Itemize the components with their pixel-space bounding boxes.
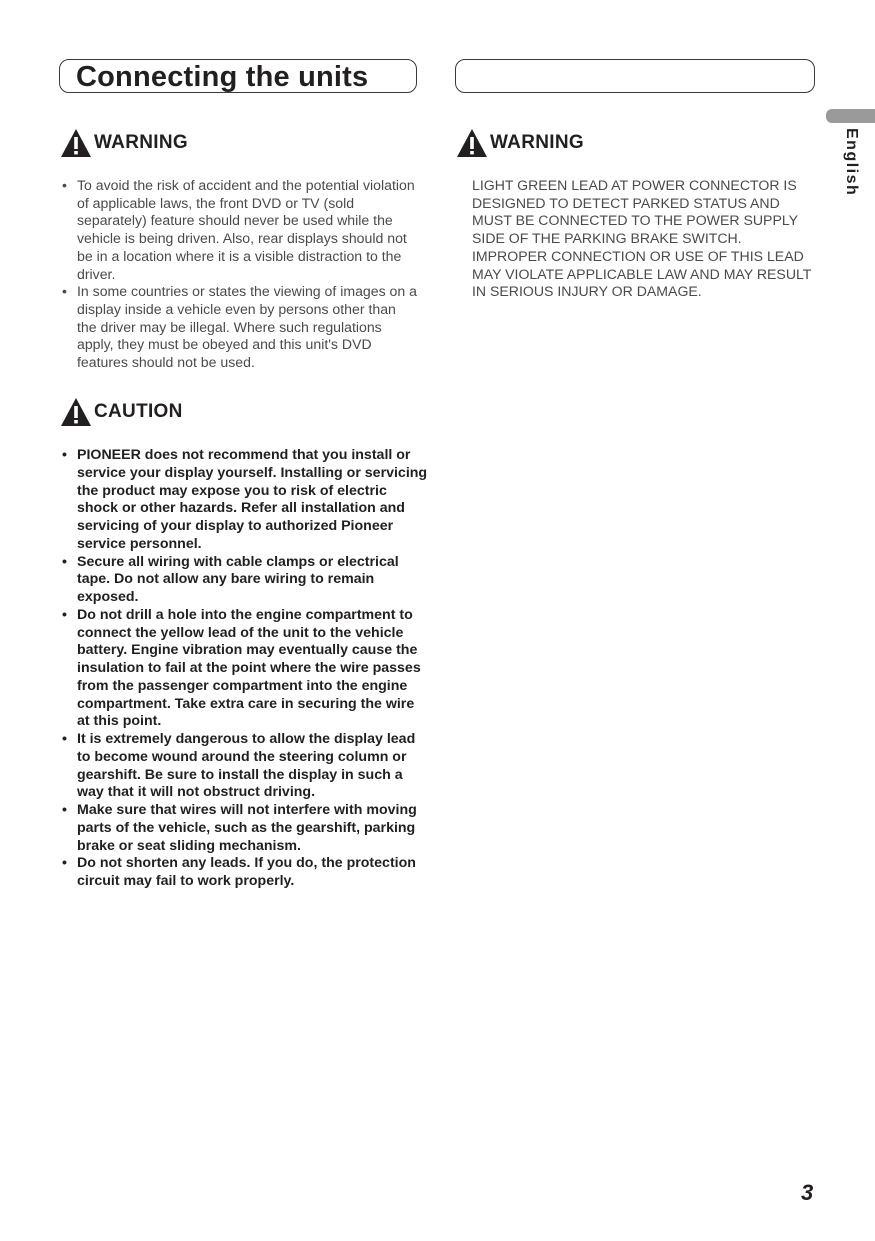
page-title: Connecting the units <box>76 61 369 93</box>
caution-heading-text: CAUTION <box>94 401 183 422</box>
list-item: • PIONEER does not recommend that you install or service your display yourself. Installing or servicing the product may expose you to risk of electric shock or other hazards. Refer all installation and servicing of your display to authorized Pioneer service personnel. <box>60 447 430 554</box>
list-item: • Do not shorten any leads. If you do, the protection circuit may fail to work properly. <box>60 855 430 891</box>
list-item: • To avoid the risk of accident and the potential violation of applicable laws, the front DVD or TV (sold separately) feature should never be used while the vehicle is being driven. Also, rear displays should not be in a location where it is a visible distraction to the driver. <box>60 177 418 283</box>
caution-heading <box>60 397 183 427</box>
list-item: • Do not drill a hole into the engine compartment to connect the yellow lead of the unit to the vehicle battery. Engine vibration may eventually cause the insulation to fail at the point where the wire passes from the passenger compartment into the engine compartment. Take extra care in securing the wire at this point. <box>60 607 430 731</box>
empty-title-box <box>455 59 815 93</box>
warning-heading-text: WARNING <box>490 132 584 153</box>
list-item: • Secure all wiring with cable clamps or electrical tape. Do not allow any bare wiring to remain exposed. <box>60 554 430 607</box>
section-title-box <box>59 59 417 93</box>
list-item: • It is extremely dangerous to allow the display lead to become wound around the steering column or gearshift. Be sure to install the display in such a way that it will not obstruct driving. <box>60 731 430 802</box>
list-item: • In some countries or states the viewing of images on a display inside a vehicle even by persons other than the driver may be illegal. Where such regulations apply, they must be obeyed and this unit's DVD features should not be used. <box>60 283 418 372</box>
warning-heading-text: WARNING <box>94 132 188 153</box>
warning-triangle-icon <box>60 128 92 158</box>
warning-heading-left <box>60 128 188 158</box>
caution-list <box>60 447 430 891</box>
warning-heading-right <box>456 128 584 158</box>
parking-lead-warning-text: LIGHT GREEN LEAD AT POWER CONNECTOR IS DESIGNED TO DETECT PARKED STATUS AND MUST BE CONNECTED TO THE POWER SUPPLY SIDE OF THE PARKING BRAKE SWITCH. IMPROPER CONNECTION OR USE OF THIS LEAD MAY VIOLATE APPLICABLE LAW AND MAY RESULT IN SERIOUS INJURY OR DAMAGE. <box>472 177 812 300</box>
page-number: 3 <box>801 1180 814 1205</box>
warning-triangle-icon <box>60 397 92 427</box>
warning-triangle-icon <box>456 128 488 158</box>
warning-list-left <box>60 177 418 372</box>
list-item: • Make sure that wires will not interfere with moving parts of the vehicle, such as the gearshift, parking brake or seat sliding mechanism. <box>60 802 430 855</box>
language-label: English <box>843 128 860 197</box>
language-tab <box>826 109 875 123</box>
